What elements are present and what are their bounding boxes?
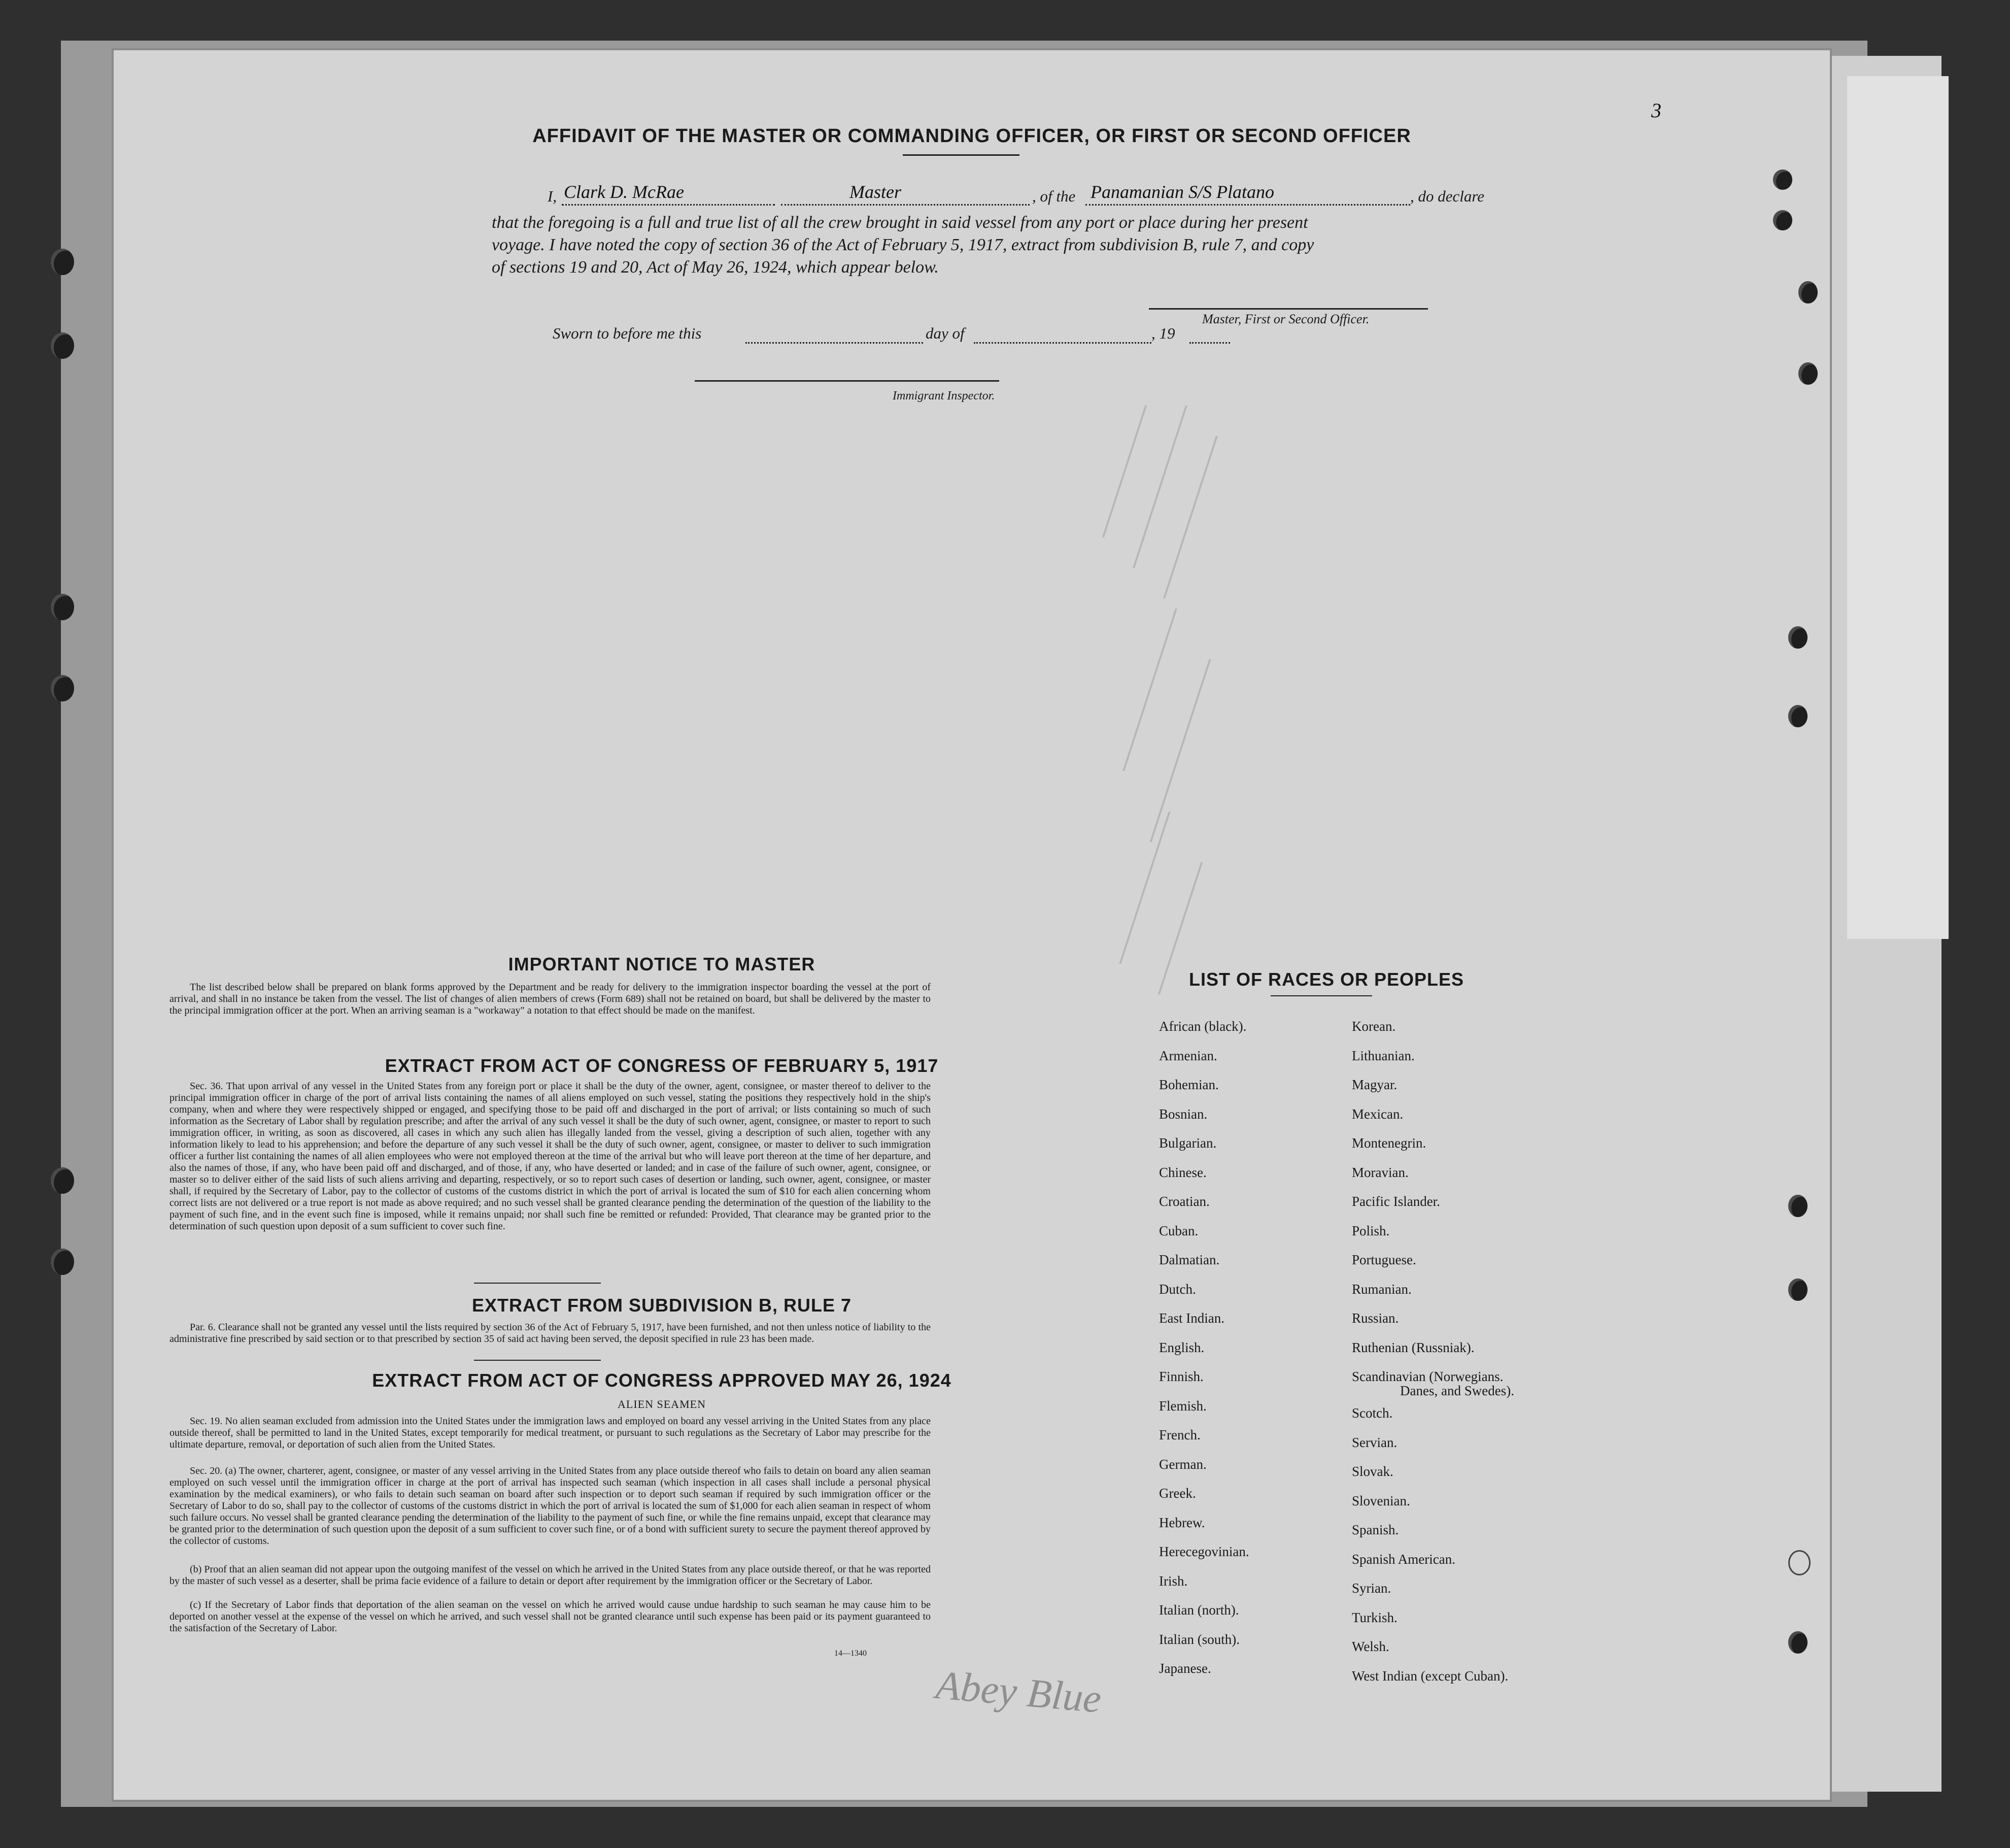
race-item: Flemish. (1159, 1398, 1207, 1414)
race-item: East Indian. (1159, 1311, 1224, 1326)
race-item: Slovak. (1352, 1464, 1393, 1479)
notice-text: The list described below shall be prepared on blank forms approved by the Department and be ready for delivery to the immigration inspector boarding the vessel at the port of arrival, and shall in no instance be taken from the vessel. The list of changes of alien members of crews (Form 689) shall not be retained on board, but shall be delivered by the master to the principal immigration officer at the port. When an arriving seaman is a "workaway" a notation to that effect should be made on the manifest. (169, 982, 931, 1016)
race-item: Japanese. (1159, 1661, 1211, 1676)
binder-hole (1773, 210, 1792, 230)
divider (474, 1283, 601, 1284)
binder-hole (1788, 626, 1808, 649)
race-item: Spanish. (1352, 1522, 1399, 1537)
bleed-through-mark (1102, 406, 1147, 537)
races-right-column (1352, 1012, 1514, 1691)
affidavit-body-line2: voyage. I have noted the copy of section 36 of the Act of February 5, 1917, extract from subdivision B, rule 7, and copy (492, 236, 1314, 254)
races-title: LIST OF RACES OR PEOPLES (1188, 969, 1464, 990)
race-item: Croatian. (1159, 1194, 1210, 1209)
race-item: Bohemian. (1159, 1077, 1219, 1092)
year-label: , 19 (1151, 324, 1175, 342)
race-item: Spanish American. (1352, 1551, 1455, 1567)
race-item: Magyar. (1352, 1077, 1398, 1092)
master-name-handwritten: Clark D. McRae (564, 182, 684, 202)
binder-hole (1788, 705, 1808, 727)
race-item: English. (1159, 1339, 1205, 1355)
race-item: Bosnian. (1159, 1106, 1208, 1122)
race-item: Herecegovinian. (1159, 1544, 1249, 1559)
sec19-text: Sec. 19. No alien seaman excluded from admission into the United States under the immigration laws and employed on board any vessel arriving in the United States from any place outside thereof, shall be permitted to land in the United States, except temporarily for medical treatment, or pursuant to such regulations as the Secretary of Labor may prescribe for the ultimate departure, removal, or deportation of such alien from the United States. (169, 1416, 931, 1450)
divider (1271, 995, 1372, 996)
race-item: Italian (south). (1159, 1631, 1240, 1647)
extract-1924-title: EXTRACT FROM ACT OF CONGRESS APPROVED MAY 26, 1924 (372, 1370, 951, 1391)
race-item: Dutch. (1159, 1281, 1196, 1297)
binder-hole (1773, 170, 1792, 190)
name-line (562, 204, 775, 206)
affidavit-first-line (548, 181, 1603, 207)
do-declare-label: , do declare (1410, 187, 1485, 205)
vessel-handwritten: Panamanian S/S Platano (1091, 182, 1274, 202)
bleed-through-mark (1119, 812, 1170, 964)
race-item: Slovenian. (1352, 1493, 1410, 1508)
i-label: I, (548, 187, 557, 205)
inspector-line (695, 380, 999, 382)
race-item: Italian (north). (1159, 1602, 1239, 1618)
race-item: Moravian. (1352, 1164, 1409, 1180)
subdivision-title: EXTRACT FROM SUBDIVISION B, RULE 7 (471, 1295, 852, 1316)
race-item-continued: Danes, and Swedes). (1400, 1383, 1514, 1398)
race-item: Chinese. (1159, 1164, 1207, 1180)
affidavit-body-line1: that the foregoing is a full and true list of all the crew brought in said vessel from any port or place during her present (492, 213, 1308, 232)
race-item: Portuguese. (1352, 1252, 1416, 1267)
bottom-handwriting: Abey Blue (934, 1662, 1103, 1722)
race-item: Cuban. (1159, 1223, 1199, 1238)
bleed-through-mark (1122, 609, 1177, 771)
affidavit-title: AFFIDAVIT OF THE MASTER OR COMMANDING OFFICER, OR FIRST OR SECOND OFFICER (532, 125, 1411, 147)
sworn-label: Sworn to before me this (553, 324, 702, 342)
binder-hole (51, 249, 74, 275)
race-item: Irish. (1159, 1573, 1188, 1589)
race-item: Finnish. (1159, 1369, 1204, 1384)
signature-label: Master, First or Second Officer. (1202, 312, 1370, 326)
sec20b-text: (b) Proof that an alien seaman did not appear upon the outgoing manifest of the vessel on which he arrived in the United States from any place outside thereof, or that he was reported by the master of such vessel as a deserter, shall be prima facie evidence of a failure to detain or deport after requirement by the immigration officer or the Secretary of Labor. (169, 1564, 931, 1587)
binder-hole (1788, 1550, 1811, 1575)
inspector-label: Immigrant Inspector. (893, 389, 995, 402)
binder-hole (51, 1167, 74, 1194)
race-item: Hebrew. (1159, 1515, 1205, 1530)
race-item: Polish. (1352, 1223, 1390, 1238)
rank-line (781, 204, 1030, 206)
notice-title: IMPORTANT NOTICE TO MASTER (508, 954, 815, 975)
race-item: German. (1159, 1456, 1207, 1472)
divider (474, 1360, 601, 1361)
race-item: Turkish. (1352, 1609, 1398, 1625)
binder-hole (51, 1249, 74, 1275)
subdivision-text: Par. 6. Clearance shall not be granted any vessel until the lists required by section 36 of the Act of February 5, 1917, have been furnished, and not then unless notice of liability to the administrative fine prescribed by said section or to that prescribed by section 35 of said act having been served, the deposit specified in rule 23 has been made. (169, 1322, 931, 1345)
binder-hole (1788, 1631, 1808, 1654)
race-item: Ruthenian (Russniak). (1352, 1339, 1475, 1355)
races-left-column (1159, 1012, 1249, 1684)
underlying-sheet-edge-top (1847, 76, 1949, 939)
race-item: Syrian. (1352, 1581, 1391, 1596)
race-item: Welsh. (1352, 1639, 1389, 1654)
rank-handwritten: Master (849, 182, 901, 202)
extract-1917-text: Sec. 36. That upon arrival of any vessel in the United States from any foreign port or place it shall be the duty of the owner, agent, consignee, or master thereof to deliver to the principal immigration officer in charge of the port of arrival lists containing the names of all aliens employed on such vessel, stating the positions they respectively hold in the ship's company, when and where they were respectively shipped or engaged, and specifying those to be paid off and discharged in the port of arrival; or lists containing so much of such information as the Secretary of Labor shall by regulation prescribe; and after the arrival of any such vessel it shall be the duty of such owner, agent, consignee, or master to report to such immigration officer, in writing, as soon as discovered, all cases in which any such alien has illegally landed from the vessel, giving a description of such alien, together with any information likely to lead to his apprehension; and before the departure of any such vessel it shall be the duty of such owner, agent, consignee, or master to deliver to such immigration officer a further list containing the names of all alien employees who were not employed thereon at the time of the arrival but who will leave port thereon at the time of her departure, and also the names of those, if any, who have been paid off and discharged, and of those, if any, who have deserted or landed; and in case of the failure of such owner, agent, consignee, or master so to deliver either of the said lists of such aliens arriving and departing, respectively, or so to report such cases of desertion or landing, such owner, agent, consignee, or master shall, if required by the Secretary of Labor, pay to the collector of customs of the customs district in which the port of arrival is located the sum of $10 for each alien concerning whom correct lists are not delivered or a true report is not made as above required; and no such vessel shall be granted clearance pending the determination of the question of the liability to the payment of such fine, and in the event such fine is imposed, while it remains unpaid; nor shall such fine be remitted or refunded: Provided, That clearance may be granted prior to the determination of such question upon deposit of a sum sufficient to cover such fine. (169, 1081, 931, 1232)
sworn-year-line (1189, 342, 1230, 344)
race-item: Pacific Islander. (1352, 1194, 1440, 1209)
signature-line (1149, 308, 1428, 310)
race-item: Bulgarian. (1159, 1135, 1217, 1151)
sworn-day-line (745, 342, 923, 344)
extract-1917-title: EXTRACT FROM ACT OF CONGRESS OF FEBRUARY 5, 1917 (385, 1055, 939, 1076)
race-item: Greek. (1159, 1486, 1196, 1501)
race-item: Scandinavian (Norwegians. (1352, 1369, 1504, 1384)
of-the-label: , of the (1032, 187, 1076, 205)
binder-hole (1798, 281, 1818, 304)
divider (903, 154, 1019, 156)
race-item: Servian. (1352, 1434, 1398, 1450)
race-item: Dalmatian. (1159, 1252, 1220, 1267)
race-item: Scotch. (1352, 1405, 1393, 1421)
race-item: West Indian (except Cuban). (1352, 1668, 1509, 1684)
bleed-through-mark (1133, 406, 1187, 568)
race-item: Lithuanian. (1352, 1048, 1415, 1063)
race-item: French. (1159, 1427, 1201, 1442)
race-item: Russian. (1352, 1311, 1399, 1326)
form-number: 14—1340 (834, 1649, 867, 1658)
binder-hole (1788, 1195, 1808, 1217)
vessel-line (1085, 204, 1410, 206)
manifest-page (112, 48, 1832, 1802)
binder-hole (51, 332, 74, 359)
race-item: Armenian. (1159, 1048, 1217, 1063)
race-item: African (black). (1159, 1019, 1247, 1034)
sworn-month-line (974, 342, 1151, 344)
day-of-label: day of (926, 324, 965, 342)
binder-hole (1788, 1279, 1808, 1301)
race-item: Korean. (1352, 1019, 1396, 1034)
bleed-through-mark (1150, 659, 1211, 842)
affidavit-body-line3: of sections 19 and 20, Act of May 26, 1924, which appear below. (492, 258, 939, 277)
bleed-through-mark (1163, 436, 1218, 598)
race-item: Mexican. (1352, 1106, 1404, 1122)
alien-seamen-subtitle: ALIEN SEAMEN (618, 1398, 706, 1410)
page-stamp-number: 3 (1651, 99, 1661, 122)
race-item: Montenegrin. (1352, 1135, 1426, 1151)
sec20a-text: Sec. 20. (a) The owner, charterer, agent, consignee, or master of any vessel arriving in the United States from any place outside thereof who fails to detain on board any alien seaman employed on such vessel until the immigration officer in charge at the port of arrival has inspected such seaman (which inspection in all cases shall include a personal physical examination by the medical examiners), or who fails to detain such seaman on board after such inspection or to deport such seaman if required by such immigration officer or the Secretary of Labor to do so, shall pay to the collector of customs of the customs district in which the port of arrival is located the sum of $1,000 for each alien seaman in respect of whom such failure occurs. No vessel shall be granted clearance pending the determination of the liability to the payment of such fine, or while the fine remains unpaid, except that clearance may be granted prior to the determination of such question upon the deposit of a sum sufficient to cover such fine, or of a bond with sufficient surety to secure the payment thereof approved by the collector of customs. (169, 1465, 931, 1547)
binder-hole (51, 675, 74, 701)
binder-hole (51, 594, 74, 620)
binder-hole (1798, 362, 1818, 385)
sec20c-text: (c) If the Secretary of Labor finds that deportation of the alien seaman on the vessel on which he arrived would cause undue hardship to such seaman he may cause him to be deported on another vessel at the expense of the vessel on which he arrived, and such vessel shall not be granted clearance until such expense has been paid or its payment guaranteed to the satisfaction of the Secretary of Labor. (169, 1599, 931, 1634)
race-item: Rumanian. (1352, 1281, 1412, 1297)
